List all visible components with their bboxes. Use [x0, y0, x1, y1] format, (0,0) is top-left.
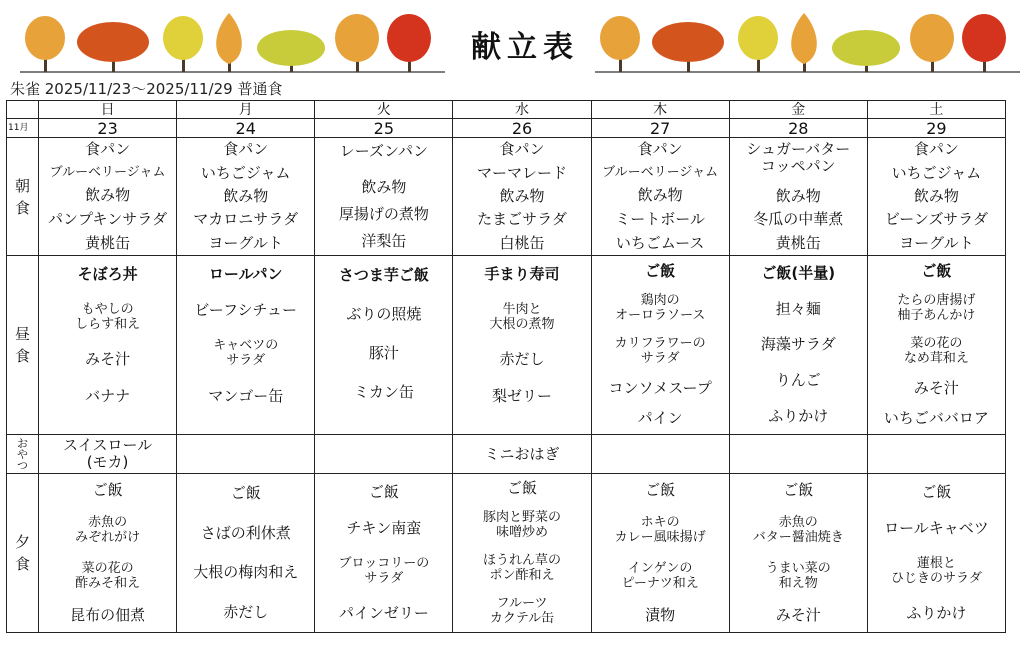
snack-label [7, 435, 39, 474]
menu-item: 手まり寿司 [484, 264, 560, 283]
lunch-cell [453, 256, 591, 435]
menu-item: キャベツの サラダ [213, 338, 279, 369]
menu-item: ミートボール [615, 209, 705, 228]
dinner-row [7, 474, 1006, 633]
menu-item: ご飯 [921, 482, 952, 501]
menu-item: そぼろ丼 [77, 264, 138, 283]
menu-item: 飲み物 [775, 186, 821, 205]
weekday-header: 水 [453, 101, 591, 119]
menu-item: ミニおはぎ [484, 444, 560, 463]
menu-item: たまごサラダ [477, 210, 567, 229]
snack-cell [177, 435, 315, 474]
menu-item: インゲンの ピーナツ和え [621, 561, 699, 591]
menu-item: りんご [775, 371, 821, 390]
menu-cell-content [730, 138, 867, 255]
menu-item: ビーンズサラダ [884, 210, 989, 229]
menu-item: レーズンパン [339, 141, 428, 160]
menu-item: フルーツ カクテル缶 [489, 595, 555, 626]
menu-cell-content [592, 138, 729, 255]
menu-item: 菜の花の 酢みそ和え [75, 561, 141, 591]
menu-item: ご飯 [645, 261, 676, 280]
menu-item: ご飯(半量) [761, 264, 836, 283]
lunch-cell [867, 256, 1005, 435]
menu-item: いちごムース [615, 233, 705, 252]
menu-item: 大根の梅肉和え [193, 563, 299, 582]
menu-item: 洋梨缶 [361, 232, 407, 251]
lunch-label [7, 256, 39, 435]
breakfast-cell [591, 138, 729, 256]
date-header: 25 [315, 119, 453, 138]
menu-cell-content [453, 474, 590, 632]
date-header: 26 [453, 119, 591, 138]
breakfast-cell [315, 138, 453, 256]
menu-item: ご飯 [506, 479, 537, 498]
menu-item: コンソメスープ [608, 378, 712, 397]
menu-item: さつま芋ご飯 [338, 266, 429, 284]
menu-cell-content [453, 138, 590, 255]
menu-item: 飲み物 [499, 186, 545, 205]
menu-item: ほうれん草の ポン酢和え [482, 552, 561, 583]
snack-cell [453, 435, 591, 474]
menu-cell-content [453, 256, 590, 434]
menu-item: パイン [637, 409, 683, 428]
header-banner [0, 0, 1024, 78]
facility-date-range: 朱雀 2025/11/23〜2025/11/29 普通食 [10, 80, 283, 98]
meal-label-text: お や つ [17, 436, 28, 472]
menu-cell-content [730, 435, 867, 473]
page-title: 献立表 [471, 30, 579, 65]
menu-item: ぶりの照焼 [346, 305, 422, 323]
menu-item: 蓮根と ひじきのサラダ [890, 556, 982, 587]
menu-cell-content [592, 435, 729, 473]
menu-cell-content [177, 256, 314, 434]
menu-item: マカロニサラダ [193, 210, 299, 229]
menu-cell-content [868, 474, 1005, 632]
menu-item: 梨ゼリー [491, 386, 552, 405]
breakfast-cell [453, 138, 591, 256]
date-header: 23 [39, 119, 177, 138]
menu-item: みそ汁 [85, 350, 131, 369]
menu-item: パインゼリー [338, 604, 429, 623]
menu-item: カリフラワーの サラダ [614, 336, 706, 367]
menu-item: みそ汁 [775, 606, 821, 624]
snack-cell [39, 435, 177, 474]
menu-item: 飲み物 [637, 185, 683, 204]
breakfast-cell [867, 138, 1005, 256]
dinner-cell [453, 474, 591, 633]
menu-item: 牛肉と 大根の煮物 [489, 302, 555, 333]
menu-item: 赤魚の みぞれがけ [75, 515, 141, 545]
lunch-cell [591, 256, 729, 435]
menu-cell-content [39, 256, 176, 434]
menu-cell-content [868, 435, 1005, 473]
breakfast-row [7, 138, 1006, 256]
breakfast-label [7, 138, 39, 256]
menu-item: 昆布の佃煮 [70, 606, 146, 624]
menu-cell-content [177, 474, 314, 632]
autumn-trees-illustration-left [20, 8, 445, 74]
menu-item: いちごジャム [891, 163, 982, 182]
menu-item: ロールキャベツ [884, 518, 989, 537]
menu-item: 飲み物 [223, 186, 269, 205]
date-header: 29 [867, 119, 1005, 138]
weekday-header: 月 [177, 101, 315, 119]
menu-item: 飲み物 [361, 178, 407, 197]
menu-item: ホキの カレー風味揚げ [614, 515, 706, 545]
menu-cell-content [315, 474, 452, 632]
menu-cell-content [730, 256, 867, 434]
menu-cell-content [868, 256, 1005, 434]
date-header-row [7, 119, 1006, 138]
menu-cell-content [39, 435, 176, 473]
meal-label-text: 昼 食 [14, 325, 30, 365]
lunch-row [7, 256, 1006, 435]
menu-cell-content [315, 435, 452, 473]
menu-item: 担々麺 [775, 299, 821, 318]
snack-cell [867, 435, 1005, 474]
snack-cell [729, 435, 867, 474]
menu-item: ご飯 [92, 481, 123, 499]
menu-item: ご飯 [921, 261, 952, 280]
menu-item: もやしの しらす和え [75, 302, 141, 333]
menu-item: ご飯 [645, 481, 676, 499]
date-header: 28 [729, 119, 867, 138]
lunch-cell [177, 256, 315, 435]
weekday-header: 木 [591, 101, 729, 119]
menu-item: いちごババロア [883, 409, 989, 428]
menu-item: 飲み物 [85, 185, 131, 204]
menu-item: さばの利休煮 [200, 523, 291, 542]
dinner-cell [729, 474, 867, 633]
autumn-trees-illustration-right [595, 8, 1020, 74]
dinner-label [7, 474, 39, 633]
menu-item: うまい菜の 和え物 [765, 561, 831, 591]
menu-cell-content [453, 435, 590, 473]
menu-item: ビーフシチュー [194, 301, 298, 320]
menu-item: ミカン缶 [353, 383, 414, 401]
menu-item: 冬瓜の中華煮 [753, 210, 844, 229]
menu-item: ご飯 [368, 482, 399, 501]
breakfast-cell [39, 138, 177, 256]
menu-item: 食パン [637, 140, 683, 159]
meal-label-text: 夕 食 [14, 533, 30, 573]
menu-item: 白桃缶 [499, 233, 545, 252]
menu-item: チキン南蛮 [346, 518, 422, 537]
menu-item: 黄桃缶 [85, 233, 131, 252]
menu-item: 赤魚の バター醤油焼き [752, 515, 844, 545]
lunch-cell [315, 256, 453, 435]
menu-item: バナナ [85, 386, 131, 405]
menu-item: 鶏肉の オーロラソース [614, 293, 706, 324]
menu-item: たらの唐揚げ 柚子あんかけ [897, 293, 976, 324]
menu-item: ヨーグルト [899, 233, 974, 252]
menu-item: 海藻サラダ [760, 335, 836, 354]
meal-label-text: 朝 食 [14, 176, 30, 217]
menu-cell-content [730, 474, 867, 632]
menu-item: スイスロール (モカ) [62, 436, 153, 471]
breakfast-cell [177, 138, 315, 256]
menu-item: ブロッコリーの サラダ [338, 556, 430, 587]
snack-cell [591, 435, 729, 474]
menu-item: ブルーベリージャム [602, 165, 719, 181]
menu-item: マンゴー缶 [208, 386, 284, 405]
dinner-cell [39, 474, 177, 633]
menu-cell-content [177, 435, 314, 473]
menu-item: 黄桃缶 [775, 233, 821, 252]
menu-item: 厚揚げの煮物 [338, 205, 429, 224]
lunch-cell [39, 256, 177, 435]
menu-item: ヨーグルト [208, 233, 283, 252]
menu-item: シュガーバター コッペパン [746, 140, 851, 176]
date-header: 27 [591, 119, 729, 138]
menu-cell-content [39, 138, 176, 255]
dinner-cell [591, 474, 729, 633]
menu-cell-content [39, 474, 176, 632]
menu-item: 食パン [499, 140, 545, 159]
snack-row [7, 435, 1006, 474]
corner-cell [7, 101, 39, 119]
weekday-header: 金 [729, 101, 867, 119]
menu-cell-content [592, 256, 729, 434]
menu-cell-content [868, 138, 1005, 255]
menu-item: 食パン [85, 140, 131, 159]
menu-cell-content [315, 138, 452, 255]
weekday-header: 土 [867, 101, 1005, 119]
dinner-cell [315, 474, 453, 633]
menu-item: パンプキンサラダ [48, 209, 168, 228]
dinner-cell [177, 474, 315, 633]
menu-item: ロールパン [208, 264, 283, 283]
dinner-cell [867, 474, 1005, 633]
menu-item: 漬物 [645, 606, 676, 624]
month-label: 11月 [7, 119, 39, 138]
menu-item: ブルーベリージャム [49, 165, 166, 181]
menu-item: ご飯 [230, 484, 261, 503]
menu-item: 菜の花の なめ茸和え [903, 336, 969, 367]
breakfast-cell [729, 138, 867, 256]
menu-item: 豚汁 [368, 344, 399, 362]
menu-item: 食パン [913, 140, 959, 159]
weekday-header: 日 [39, 101, 177, 119]
menu-cell-content [592, 474, 729, 632]
menu-item: マーマレード [476, 163, 567, 182]
date-header: 24 [177, 119, 315, 138]
weekday-header: 火 [315, 101, 453, 119]
menu-item: ふりかけ [768, 406, 829, 425]
menu-item: いちごジャム [200, 163, 291, 182]
menu-cell-content [177, 138, 314, 255]
weekly-menu-table [6, 100, 1006, 633]
lunch-cell [729, 256, 867, 435]
menu-item: ご飯 [783, 481, 814, 499]
menu-item: 赤だし [223, 602, 269, 621]
menu-item: 飲み物 [913, 186, 959, 205]
menu-item: ふりかけ [906, 604, 967, 623]
weekday-header-row [7, 101, 1006, 119]
snack-cell [315, 435, 453, 474]
menu-item: 食パン [223, 140, 269, 159]
menu-cell-content [315, 256, 452, 434]
menu-item: みそ汁 [913, 378, 959, 397]
menu-item: 赤だし [499, 350, 545, 369]
menu-item: 豚肉と野菜の 味噌炒め [482, 510, 561, 541]
